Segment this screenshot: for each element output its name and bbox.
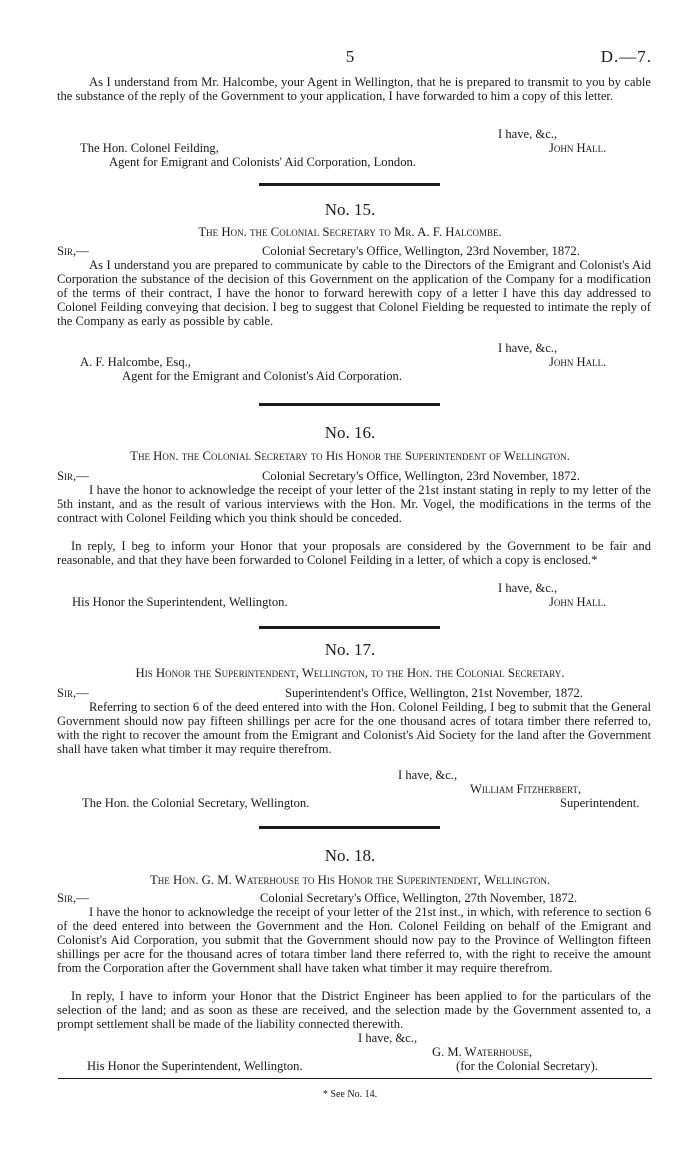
letter-signatory: John Hall. [549,355,607,369]
place-date: Colonial Secretary's Office, Wellington, 23rd November, 1872. [262,469,580,483]
letter14-signatory: John Hall. [549,141,607,155]
document-code: D.—7. [600,47,652,66]
letter-addressee: His Honor the Superintendent, Wellington. [72,595,288,609]
letter-addressee-title: Agent for the Emigrant and Colonist's Aid Corporation. [122,369,402,383]
place-date: Superintendent's Office, Wellington, 21st November, 1872. [285,686,583,700]
place-date: Colonial Secretary's Office, Wellington, 23rd November, 1872. [262,244,580,258]
letter-number: No. 15. [324,200,376,219]
section-divider [259,626,440,629]
footnote: * See No. 14. [322,1089,378,1100]
salutation: Sir,— [57,244,89,258]
footnote-divider [58,1078,652,1079]
salutation: Sir,— [57,469,89,483]
letter14-closing: I have, &c., [498,127,558,141]
letter-body: Referring to section 6 of the deed entered into with the Hon. Colonel Feilding, I beg to submit that the General Government should now pay fifteen shillings per acre for the one thousand acres of totara timber there referred to, with the right to recover the amount from the Emigrant and Colonist's Aid Society for the land after the Government shall have taken what timber it may require therefrom. [57,700,651,756]
salutation: Sir,— [57,686,89,700]
signatory-title: (for the Colonial Secretary). [456,1059,598,1073]
letter14-addressee-title: Agent for Emigrant and Colonists' Aid Corporation, London. [109,155,416,169]
letter-number: No. 17. [324,640,376,659]
letter-body-continued: In reply, I beg to inform your Honor that your proposals are considered by the Government to be fair and reasonable, and that they have been forwarded to Colonel Feilding in a letter, of which a copy is enclosed.* [57,539,651,567]
page-number: 5 [345,47,355,66]
section-divider [259,183,440,186]
signatory-title: Superintendent. [560,796,640,810]
place-date: Colonial Secretary's Office, Wellington, 27th November, 1872. [260,891,578,905]
section-divider [259,403,440,406]
letter-closing: I have, &c., [358,1031,418,1045]
letter-signatory: William Fitzherbert, [470,782,582,796]
letter-title: His Honor the Superintendent, Wellington, to the Hon. the Colonial Secretary. [135,666,565,680]
letter-body: As I understand you are prepared to communicate by cable to the Directors of the Emigrant and Colonist's Aid Corporation the substance of the decision of this Government on the application of the Company for a modification of the terms of their contract, I have the honor to forward herewith copy of a letter I have this day addressed to Colonel Feilding conveying that decision. I beg to suggest that Colonel Fielding be requested to intimate the reply of the Company as early as possible by cable. [57,258,651,328]
letter-body-continued: In reply, I have to inform your Honor that the District Engineer has been applied to for the particulars of the selection of the land; and as soon as these are received, and the selection made by the Government assented to, a prompt settlement shall be made of the liability connected therewith. [57,989,651,1031]
letter-title: The Hon. the Colonial Secretary to His Honor the Superintendent of Wellington. [130,449,570,463]
letter-number: No. 16. [324,423,376,442]
letter-number: No. 18. [324,846,376,865]
salutation: Sir,— [57,891,89,905]
letter-addressee: His Honor the Superintendent, Wellington. [87,1059,303,1073]
letter-title: The Hon. the Colonial Secretary to Mr. A. F. Halcombe. [198,225,502,239]
letter-body: I have the honor to acknowledge the receipt of your letter of the 21st instant stating in reply to my letter of the 5th instant, and as the result of various interviews with the Hon. Mr. Vogel, the modifications in the terms of the contract with Colonel Feilding which you think should be conceded. [57,483,651,525]
letter-signatory: G. M. Waterhouse, [432,1045,533,1059]
letter-closing: I have, &c., [398,768,458,782]
letter-signatory: John Hall. [549,595,607,609]
letter-addressee: The Hon. the Colonial Secretary, Wellington. [82,796,310,810]
letter-title: The Hon. G. M. Waterhouse to His Honor the Superintendent, Wellington. [149,873,551,887]
section-divider [259,826,440,829]
letter-closing: I have, &c., [498,581,558,595]
letter14-addressee: The Hon. Colonel Feilding, [80,141,219,155]
letter-closing: I have, &c., [498,341,558,355]
letter-body: I have the honor to acknowledge the receipt of your letter of the 21st inst., in which, with reference to section 6 of the deed entered into between the Government and the Hon. Colonel Feilding on behalf of the Emigrant and Colonist's Aid Corporation, you submit that the Government should now pay to the Province of Wellington fifteen shillings per acre for the thousand acres of totara timber land there referred to, with the right to receive the amount from the Corporation after the Government shall have taken what timber it may require therefrom. [57,905,651,975]
letter14-paragraph: As I understand from Mr. Halcombe, your Agent in Wellington, that he is prepared to transmit to you by cable the substance of the reply of the Government to your application, I have forwarded to him a copy of this letter. [57,75,651,103]
letter-addressee: A. F. Halcombe, Esq., [80,355,191,369]
